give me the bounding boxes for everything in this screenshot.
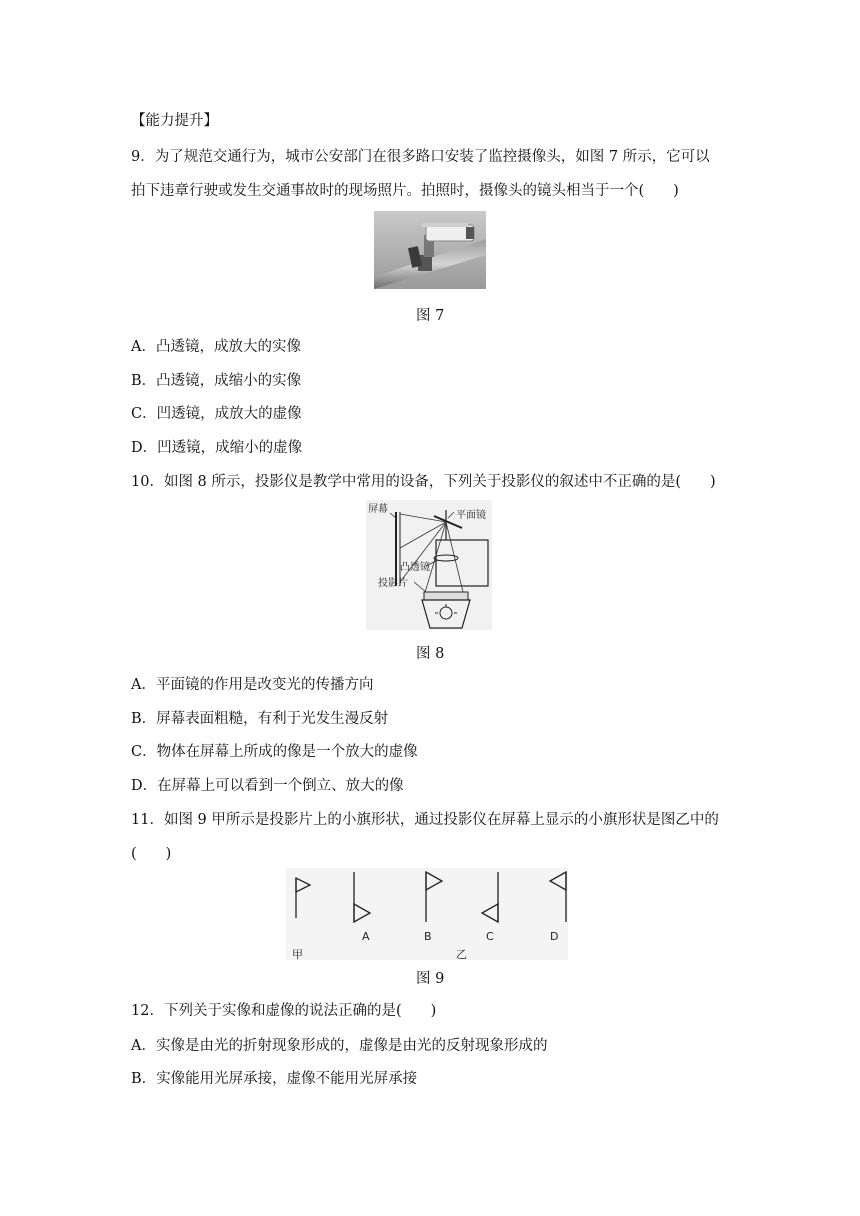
label-b: B bbox=[424, 930, 432, 943]
q12-option-b: B．实像能用光屏承接，虚像不能用光屏承接 bbox=[131, 1071, 418, 1087]
q9-text-line2: 拍下违章行驶或发生交通事故时的现场照片。拍照时，摄像头的镜头相当于一个( ) bbox=[131, 183, 679, 199]
q9-option-b: B．凸透镜，成缩小的实像 bbox=[131, 373, 302, 389]
q11-text-line2: ( ) bbox=[131, 846, 172, 862]
label-jia: 甲 bbox=[292, 948, 303, 960]
figure-7-camera-photo bbox=[374, 211, 486, 289]
figure-8-projector-diagram bbox=[366, 500, 492, 630]
q10-text-line1: 10．如图 8 所示，投影仪是教学中常用的设备，下列关于投影仪的叙述中不正确的是( ) bbox=[131, 474, 716, 490]
q10-option-d: D．在屏幕上可以看到一个倒立、放大的像 bbox=[131, 778, 404, 794]
label-yi: 乙 bbox=[456, 948, 467, 960]
label-mirror: 平面镜 bbox=[456, 510, 486, 521]
camera-photo-image bbox=[374, 211, 486, 289]
figure-9-flags-diagram bbox=[286, 868, 568, 960]
figure-7-caption: 图 7 bbox=[416, 308, 445, 324]
label-d: D bbox=[550, 930, 559, 943]
q9-option-c: C．凹透镜，成放大的虚像 bbox=[131, 406, 302, 422]
label-lens: 凸透镜 bbox=[400, 562, 430, 573]
label-slide: 投影片 bbox=[378, 578, 408, 589]
figure-8-caption: 图 8 bbox=[416, 646, 445, 662]
label-c: C bbox=[486, 930, 494, 943]
q10-option-b: B．屏幕表面粗糙，有利于光发生漫反射 bbox=[131, 711, 389, 727]
q12-text-line1: 12．下列关于实像和虚像的说法正确的是( ) bbox=[131, 1003, 437, 1019]
label-screen: 屏幕 bbox=[368, 504, 388, 515]
q11-text-line1: 11．如图 9 甲所示是投影片上的小旗形状，通过投影仪在屏幕上显示的小旗形状是图乙中的 bbox=[131, 812, 719, 828]
q9-option-a: A．凸透镜，成放大的实像 bbox=[131, 339, 301, 355]
q10-option-c: C．物体在屏幕上所成的像是一个放大的虚像 bbox=[131, 744, 418, 760]
figure-9-caption: 图 9 bbox=[416, 971, 445, 987]
q9-text-line1: 9．为了规范交通行为，城市公安部门在很多路口安装了监控摄像头，如图 7 所示，它可以 bbox=[131, 149, 710, 165]
q10-option-a: A．平面镜的作用是改变光的传播方向 bbox=[131, 677, 374, 693]
label-a: A bbox=[362, 930, 370, 943]
q9-option-d: D．凹透镜，成缩小的虚像 bbox=[131, 440, 303, 456]
section-title: 【能力提升】 bbox=[131, 113, 218, 129]
q12-option-a: A．实像是由光的折射现象形成的，虚像是由光的反射现象形成的 bbox=[131, 1038, 548, 1054]
